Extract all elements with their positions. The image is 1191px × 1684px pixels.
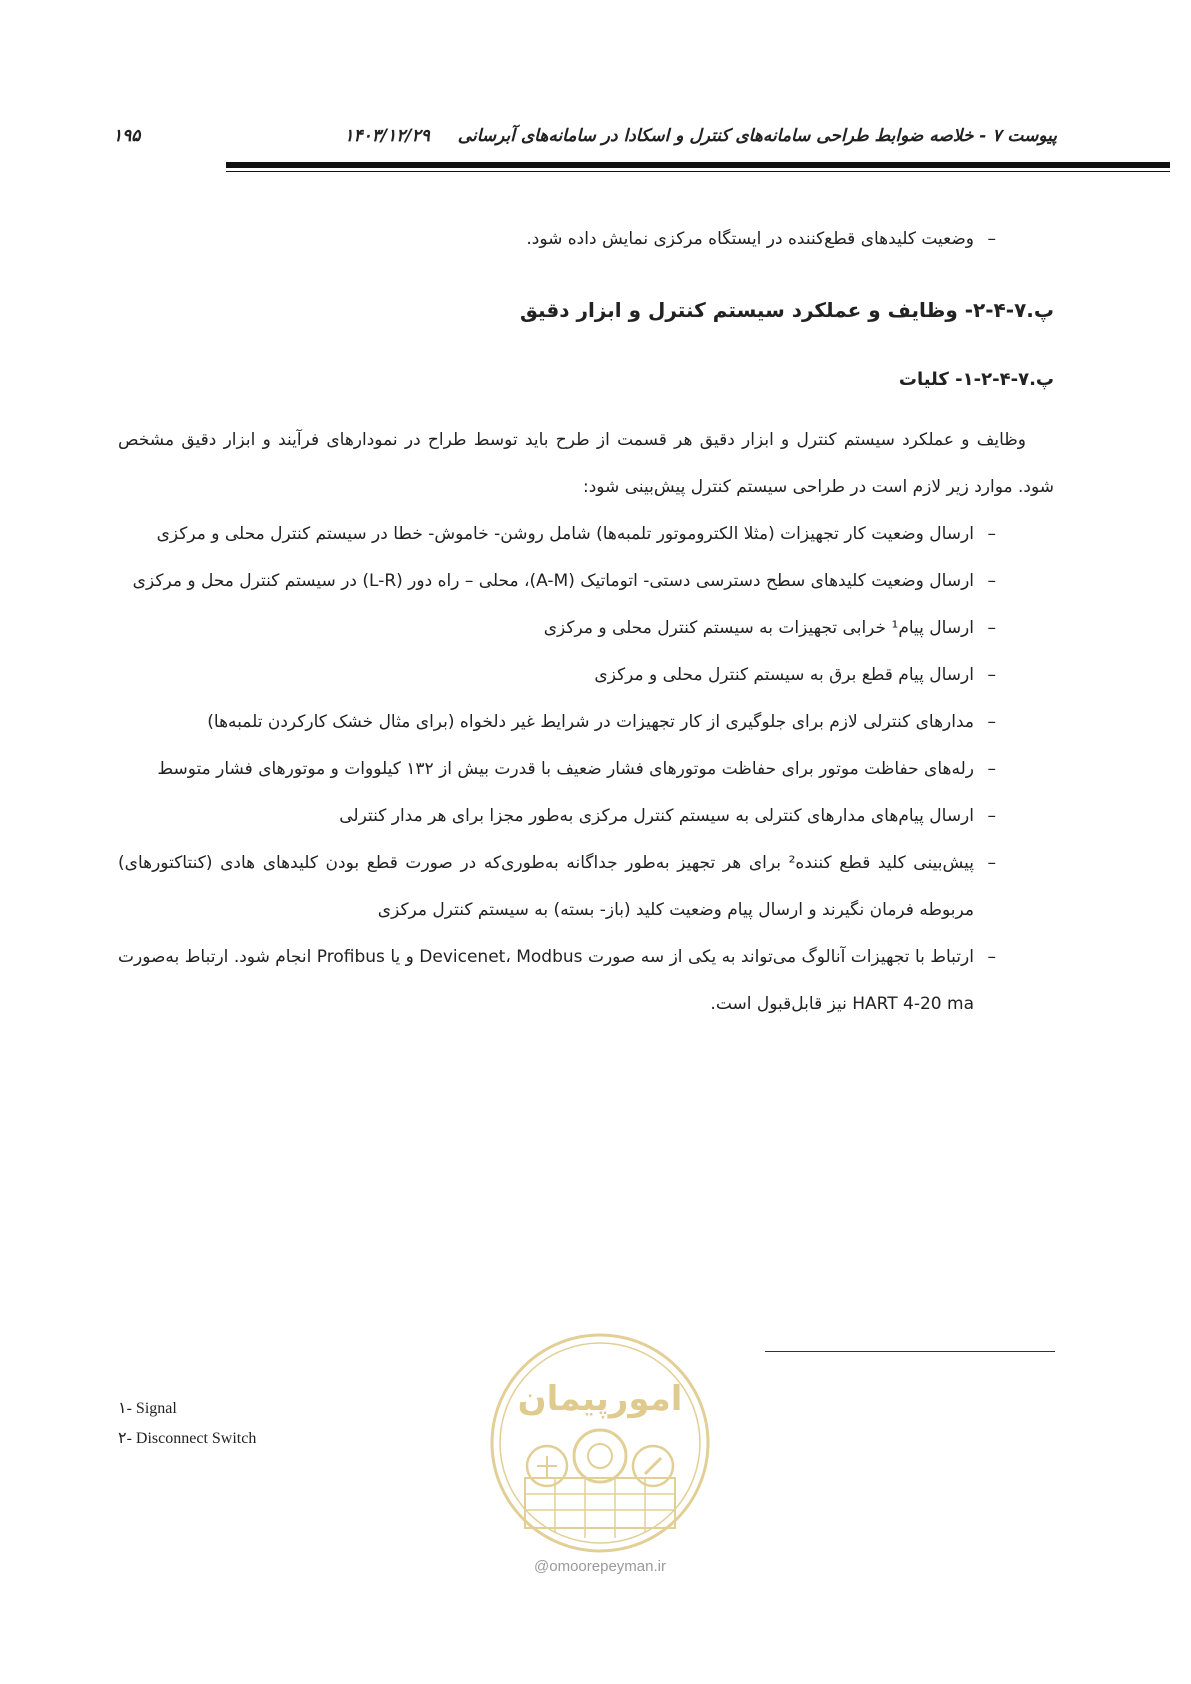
list-item-text: وضعیت کلیدهای قطع‌کننده در ایستگاه مرکزی نمایش داده شود. xyxy=(526,229,974,249)
intro-paragraph: وظایف و عملکرد سیستم کنترل و ابزار دقیق هر قسمت از طرح باید توسط طراح در نمودارهای فرآیند و ابزار دقیق مشخص شود. موارد زیر لازم است در طراحی سیستم کنترل پیش‌بینی شود: xyxy=(118,430,1054,497)
header-rule-thin xyxy=(226,171,1170,172)
dash-bullet xyxy=(988,605,997,652)
watermark-seal-icon xyxy=(485,1328,715,1558)
list-item xyxy=(118,558,1054,605)
list-item-text: ارسال وضعیت کار تجهیزات (مثلا الکتروموتور تلمبه‌ها) شامل روشن- خاموش- خطا در سیستم کنترل محلی و مرکزی xyxy=(156,524,974,544)
list-item xyxy=(118,793,1054,840)
list-item xyxy=(118,746,1054,793)
list-item-text: مدارهای کنترلی لازم برای جلوگیری از کار تجهیزات در شرایط غیر دلخواه (برای مثال خشک کارکردن تلمبه‌ها) xyxy=(207,712,974,732)
dash-bullet xyxy=(988,511,997,558)
dash-bullet xyxy=(988,793,997,840)
footnote: ۲- Disconnect Switch xyxy=(118,1430,257,1447)
dash-bullet xyxy=(988,840,997,887)
page-header xyxy=(113,126,1057,160)
subsection-heading: پ.۷-۴-۲-۱- کلیات xyxy=(898,369,1054,390)
list-item-text: پیش‌بینی کلید قطع کننده² برای هر تجهیز به‌طور جداگانه به‌طوری‌که در صورت قطع بودن کلیدهای هادی (کنتاکتورهای) مربوطه فرمان نگیرند و ارسال پیام وضعیت کلید (باز- بسته) به سیستم کنترل مرکزی xyxy=(118,853,975,920)
requirements-list xyxy=(118,511,1054,1028)
list-item xyxy=(118,699,1054,746)
dash-bullet xyxy=(988,746,997,793)
watermark-url: @omoorepeyman.ir xyxy=(534,1558,666,1575)
list-item-text: ارسال وضعیت کلیدهای سطح دسترسی دستی- اتوماتیک (A-M)، محلی – راه دور (L-R) در سیستم کنترل محل و مرکزی xyxy=(132,571,974,591)
page-body xyxy=(118,216,1054,1028)
dash-bullet xyxy=(988,934,997,981)
list-item xyxy=(118,840,1054,934)
header-title-line xyxy=(344,126,1057,146)
list-item xyxy=(118,605,1054,652)
footnotes xyxy=(118,1394,256,1454)
list-item-text: ارسال پیام¹ خرابی تجهیزات به سیستم کنترل محلی و مرکزی xyxy=(543,618,974,638)
dash-bullet xyxy=(988,699,997,746)
list-item xyxy=(118,934,1054,1028)
list-item xyxy=(118,216,1054,263)
footnote-rule xyxy=(765,1351,1055,1352)
dash-bullet xyxy=(988,216,997,263)
footnote: ۱- Signal xyxy=(118,1400,177,1417)
list-item xyxy=(118,511,1054,558)
list-item-text: ارتباط با تجهیزات آنالوگ می‌تواند به یکی از سه صورت Devicenet، Modbus و یا Profibus انجام شود. ارتباط به‌صورت HART 4-20 ma نیز قابل‌قبول است. xyxy=(118,947,974,1014)
list-item-text: رله‌های حفاظت موتور برای حفاظت موتورهای فشار ضعیف با قدرت بیش از ۱۳۲ کیلووات و موتورهای فشار متوسط xyxy=(157,759,974,779)
list-item-text: ارسال پیام‌های مدارهای کنترلی به سیستم کنترل مرکزی به‌طور مجزا برای هر مدار کنترلی xyxy=(339,806,974,826)
header-rule xyxy=(226,162,1170,168)
watermark-text: امورپیمان xyxy=(517,1379,683,1419)
header-title: پیوست ۷ - خلاصه ضوابط طراحی سامانه‌های کنترل و اسکادا در سامانه‌های آبرسانی xyxy=(457,126,1057,146)
list-item xyxy=(118,652,1054,699)
header-date: ۱۴۰۳/۱۲/۲۹ xyxy=(344,126,430,146)
list-item-text: ارسال پیام قطع برق به سیستم کنترل محلی و مرکزی xyxy=(594,665,974,685)
dash-bullet xyxy=(988,652,997,699)
page-number: ۱۹۵ xyxy=(113,126,141,146)
section-heading: پ.۷-۴-۲- وظایف و عملکرد سیستم کنترل و ابزار دقیق xyxy=(519,298,1054,322)
dash-bullet xyxy=(988,558,997,605)
